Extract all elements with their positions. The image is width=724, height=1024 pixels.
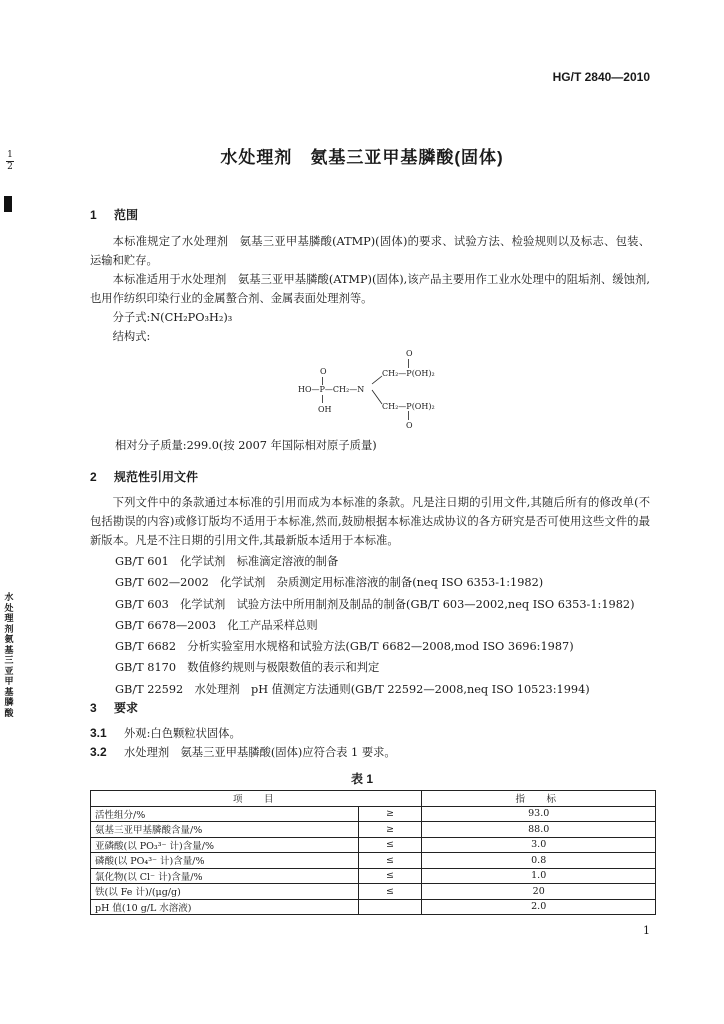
row-symbol: ≥ [358, 822, 422, 838]
page-number: 1 [643, 924, 650, 937]
header-item: 项 目 [91, 791, 422, 807]
clause-number: 3.2 [90, 745, 107, 759]
row-symbol: ≤ [358, 868, 422, 884]
molecular-formula: 分子式:N(CH₂PO₃H₂)₃ [112, 311, 233, 324]
section-title: 要求 [114, 701, 139, 715]
formula-branch-bottom: CH₂—P(OH)₂ [382, 402, 435, 411]
table-row [91, 837, 656, 853]
clause-text: 外观:白色颗粒状固体。 [124, 727, 241, 740]
reference-item: GB/T 601 化学试剂 标准滴定溶液的制备 [115, 555, 339, 568]
standard-code: HG/T 2840—2010 [552, 70, 650, 84]
table-row [91, 806, 656, 822]
row-item: pH 值(10 g/L 水溶液) [91, 899, 359, 915]
scope-paragraph-2: 本标准适用于水处理剂 氨基三亚甲基膦酸(ATMP)(固体),该产品主要用作工业水处理中的阻垢剂、缓蚀剂,也用作纺织印染行业的金属螯合剂、金属表面处理剂等。 [90, 273, 650, 305]
table-header-row [91, 791, 656, 807]
section-2-body [90, 493, 650, 550]
document-title: 水处理剂 氨基三亚甲基膦酸(固体) [220, 148, 504, 167]
section-title: 范围 [114, 208, 139, 222]
row-value: 93.0 [422, 806, 656, 822]
table-row [91, 899, 656, 915]
section-number: 2 [90, 470, 97, 484]
requirements-table [90, 790, 656, 915]
reference-item: GB/T 602—2002 化学试剂 杂质测定用标准溶液的制备(neq ISO 6353-1:1982) [115, 576, 544, 590]
row-item: 活性组分/% [91, 806, 359, 822]
section-title: 规范性引用文件 [114, 470, 199, 484]
margin-sidebar-title: 水处理剂 氨基三亚甲基膦酸 [4, 592, 14, 718]
formula-branch-top: CH₂—P(OH)₂ [382, 369, 435, 378]
row-value: 0.8 [422, 853, 656, 869]
row-value: 2.0 [422, 899, 656, 915]
margin-black-mark [4, 196, 12, 212]
row-value: 3.0 [422, 837, 656, 853]
clause-number: 3.1 [90, 726, 107, 740]
reference-item: GB/T 22592 水处理剂 pH 值测定方法通则(GB/T 22592—2008,neq ISO 10523:1994) [115, 682, 590, 696]
formula-o-top-right: O [406, 349, 413, 358]
row-value: 88.0 [422, 822, 656, 838]
requirement-3-2 [90, 743, 396, 762]
section-3-heading [90, 699, 138, 716]
table-row [91, 868, 656, 884]
section-1-body [90, 232, 650, 346]
requirement-3-1 [90, 724, 241, 743]
reference-item: GB/T 8170 数值修约规则与极限数值的表示和判定 [115, 661, 380, 675]
row-item: 铁(以 Fe 计)/(μg/g) [91, 884, 359, 900]
table-row [91, 822, 656, 838]
molar-mass: 相对分子质量:299.0(按 2007 年国际相对原子质量) [115, 439, 377, 452]
section-number: 1 [90, 208, 97, 222]
reference-item: GB/T 603 化学试剂 试验方法中所用制剂及制品的制备(GB/T 603—2002,neq ISO 6353-1:1982) [115, 597, 635, 611]
formula-o-bottom: O [406, 421, 413, 430]
formula-oh-bottom: OH [318, 405, 332, 414]
reference-item: GB/T 6682 分析实验室用水规格和试验方法(GB/T 6682—2008,mod ISO 3696:1987) [115, 640, 574, 654]
clause-text: 水处理剂 氨基三亚甲基膦酸(固体)应符合表 1 要求。 [124, 746, 396, 759]
formula-o-top-left: O [320, 367, 327, 376]
section-1-heading [90, 206, 138, 223]
structure-label: 结构式: [112, 330, 151, 343]
row-item: 氯化物(以 Cl⁻ 计)含量/% [91, 868, 359, 884]
normative-references-paragraph: 下列文件中的条款通过本标准的引用而成为本标准的条款。凡是注日期的引用文件,其随后所有的修改单(不包括勘误的内容)或修订版均不适用于本标准,然而,鼓励根据本标准达成协议的各方研究是否可使用这些文件的最新版本。凡是不注日期的引用文件,其最新版本适用于本标准。 [90, 496, 650, 547]
row-value: 20 [422, 884, 656, 900]
row-item: 磷酸(以 PO₄³⁻ 计)含量/% [91, 853, 359, 869]
row-symbol: ≤ [358, 884, 422, 900]
row-item: 氨基三亚甲基膦酸含量/% [91, 822, 359, 838]
table-row [91, 884, 656, 900]
table-row [91, 853, 656, 869]
row-symbol [358, 899, 422, 915]
row-item: 亚磷酸(以 PO₃³⁻ 计)含量/% [91, 837, 359, 853]
row-symbol: ≤ [358, 837, 422, 853]
fraction-bottom: 2 [7, 162, 13, 172]
header-index: 指 标 [422, 791, 656, 807]
row-symbol: ≥ [358, 806, 422, 822]
reference-list [115, 551, 660, 700]
section-number: 3 [90, 701, 97, 715]
section-2-heading [90, 468, 198, 485]
row-value: 1.0 [422, 868, 656, 884]
formula-main-chain: HO—P—CH₂—N [298, 385, 365, 394]
scope-paragraph-1: 本标准规定了水处理剂 氨基三亚甲基膦酸(ATMP)(固体)的要求、试验方法、检验规则以及标志、包装、运输和贮存。 [90, 235, 650, 267]
fraction-top: 1 [7, 150, 13, 160]
structural-formula [290, 346, 460, 430]
table-caption: 表 1 [350, 772, 373, 786]
reference-item: GB/T 6678—2003 化工产品采样总则 [115, 618, 318, 632]
row-symbol: ≤ [358, 853, 422, 869]
